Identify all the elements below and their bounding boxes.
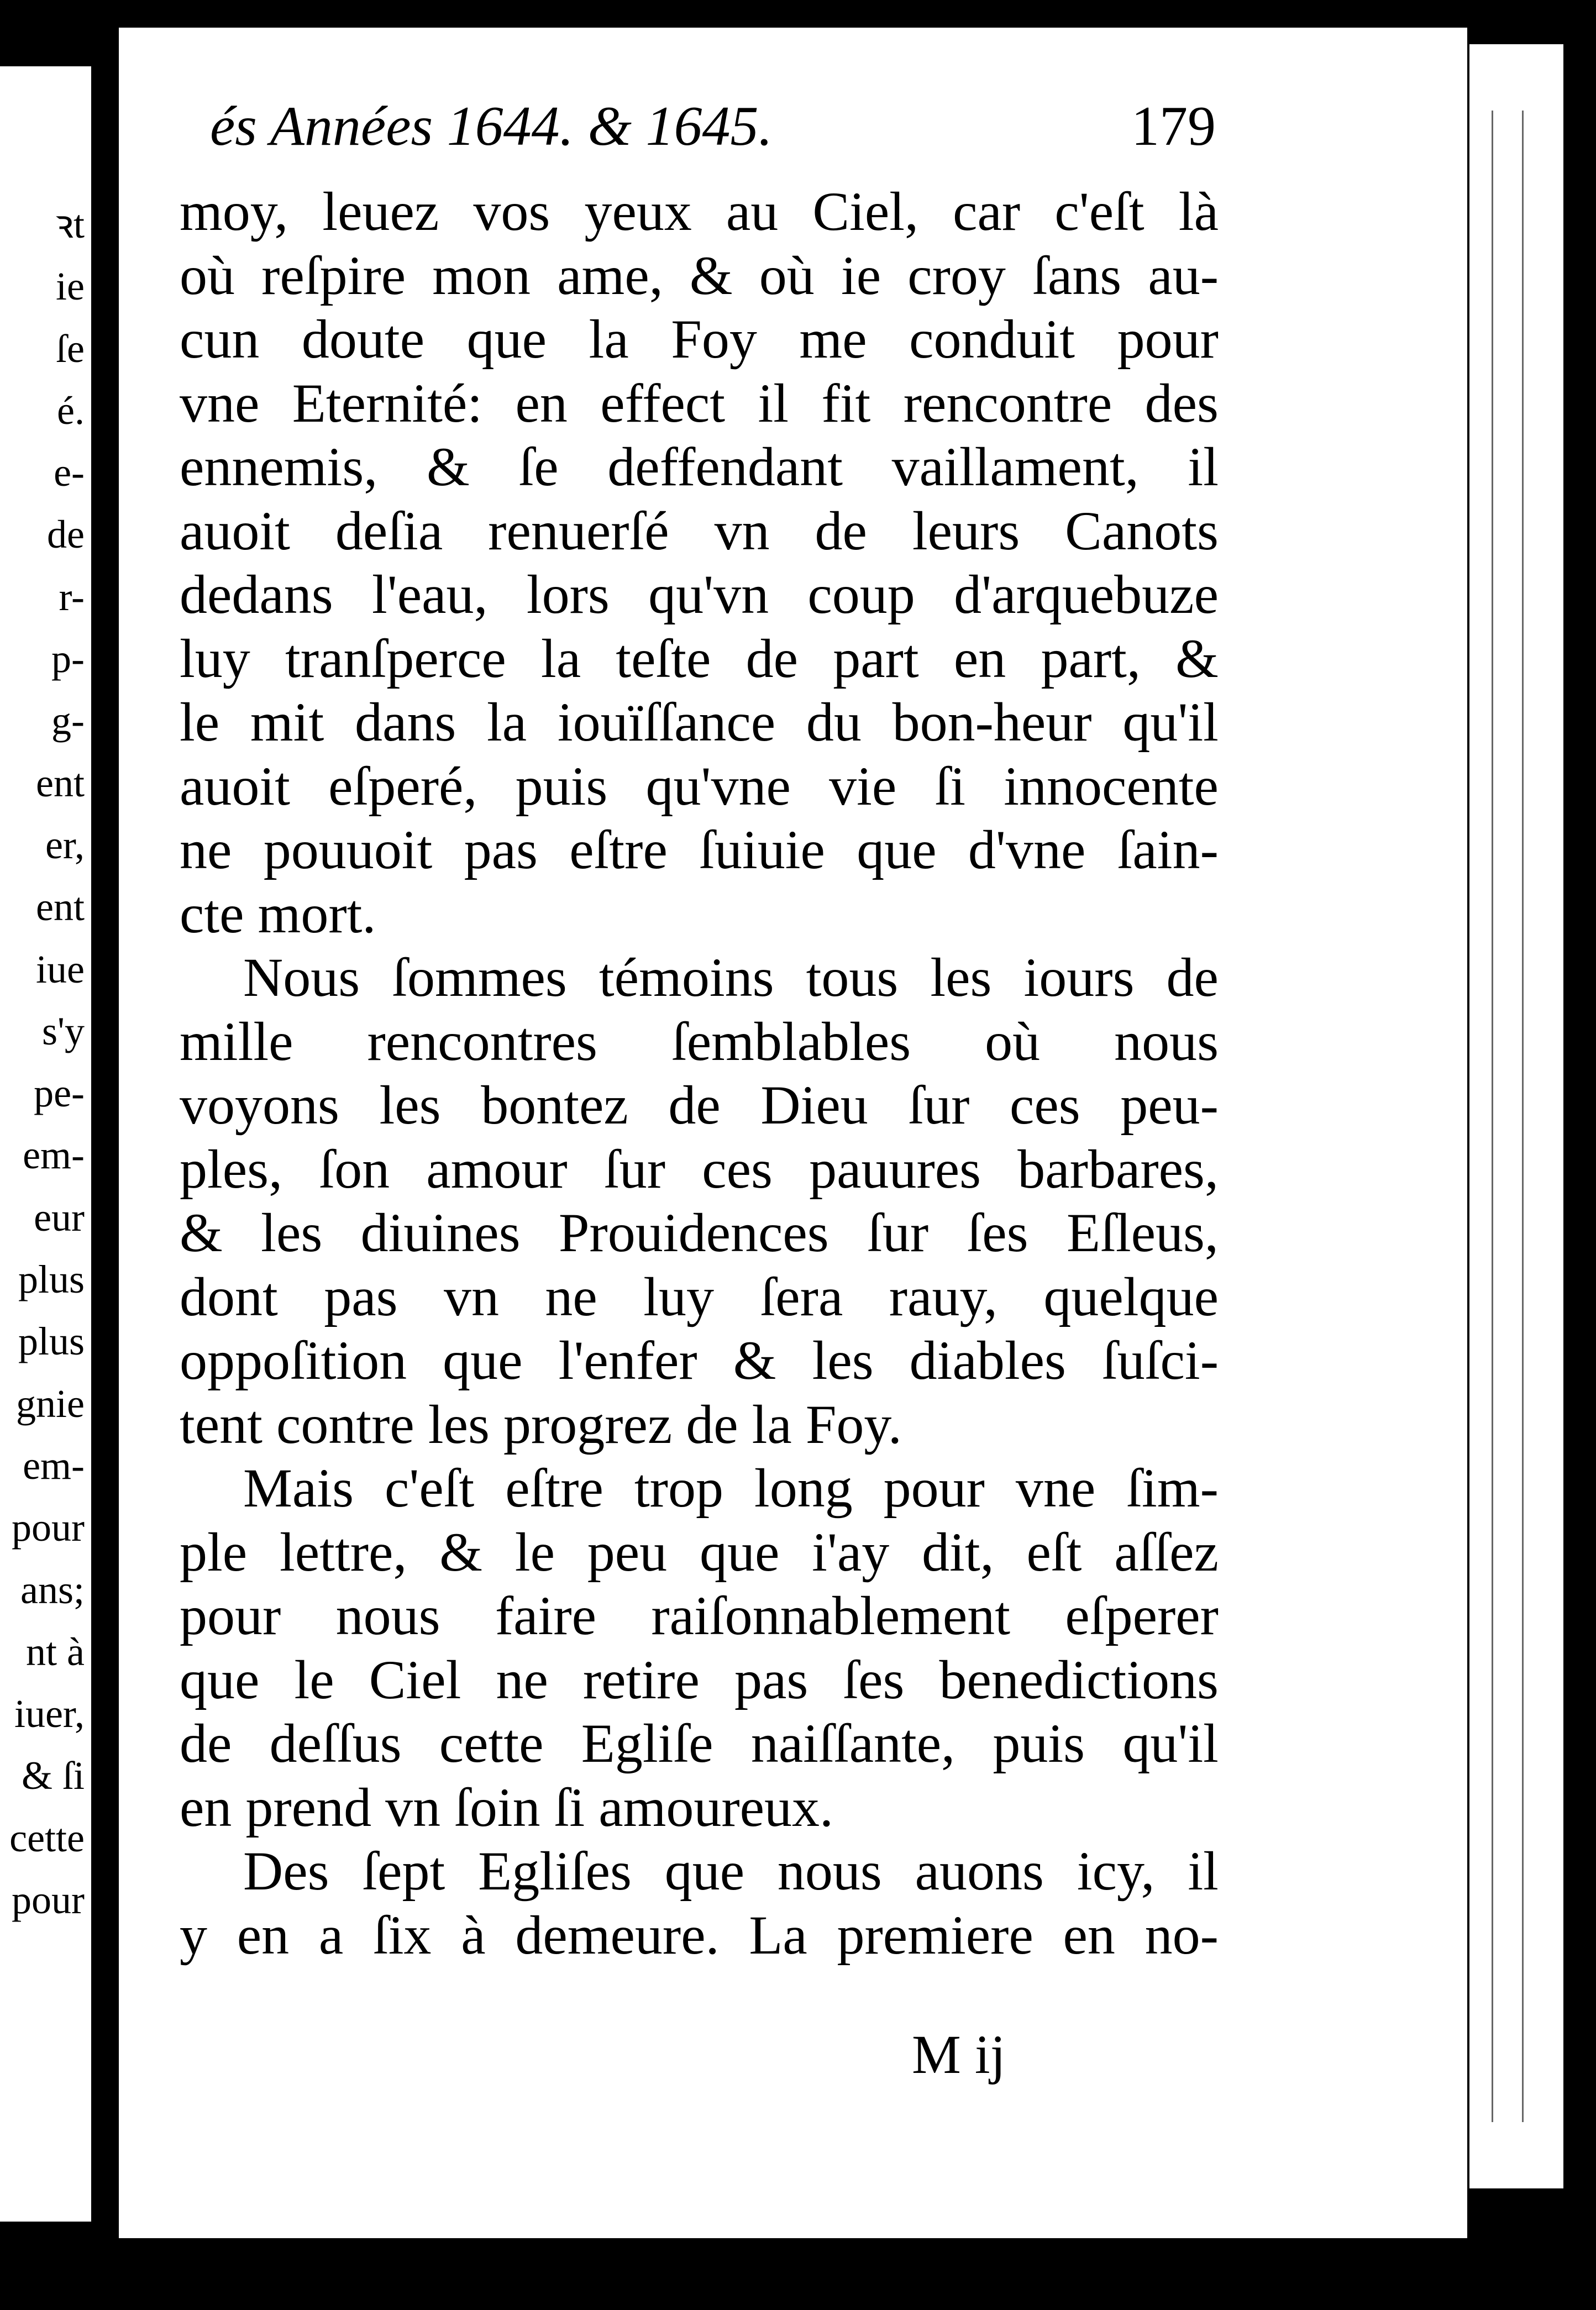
fragment: é. [57,388,85,433]
facing-page-text [9,193,85,1931]
text-line: & les diuines Prouidences ſur ſes Eſleus, [180,1202,1219,1263]
text-line: ple lettre, & le peu que i'ay dit, eſt aſſez [180,1521,1219,1583]
text-line: ennemis, & ſe deffendant vaillament, il [180,436,1219,497]
fragment: pe- [34,1071,85,1116]
fragment: plus [18,1257,85,1302]
text-line: vne Eternité: en effect il fit rencontre des [180,372,1219,434]
body-text [180,180,1219,1967]
fragment: e- [54,450,85,495]
fragment: ent [36,885,85,930]
fragment: iue [36,947,85,991]
fragment: nt à [26,1629,85,1674]
text-line: où reſpire mon ame, & où ie croy ſans au- [180,244,1219,306]
fragment: eur [34,1195,85,1240]
text-line: ne pouuoit pas eſtre ſuiuie que d'vne ſain- [180,819,1219,880]
fragment: em- [23,1443,85,1488]
fragment: de [47,512,85,557]
text-line: dont pas vn ne luy ſera rauy, quelque [180,1266,1219,1327]
fragment: ſe [56,326,85,371]
fragment: plus [18,1319,85,1364]
fragment: gnie [16,1381,85,1426]
fragment: & ſi [21,1754,85,1798]
text-line: Nous ſommes témoins tous les iours de [243,947,1219,1008]
text-line: tent contre les progrez de la Foy. [180,1393,902,1455]
text-line: Mais c'eſt eſtre trop long pour vne ſim- [243,1457,1219,1519]
text-line: de deſſus cette Egliſe naiſſante, puis qu'il [180,1713,1219,1774]
text-line: que le Ciel ne retire pas ſes benedictions [180,1649,1219,1710]
text-line: voyons les bontez de Dieu ſur ces peu- [180,1074,1219,1136]
edge-line [1492,111,1493,2122]
text-line: cun doute que la Foy me conduit pour [180,308,1219,370]
text-line: moy, leuez vos yeux au Ciel, car c'eſt là [180,181,1219,242]
fragment: pour [12,1878,85,1923]
fragment: r- [59,574,85,619]
fragment: cette [9,1815,85,1860]
text-line: pour nous faire raiſonnablement eſperer [180,1585,1219,1646]
text-line: cte mort. [180,883,376,944]
fragment: ie [56,264,85,309]
text-line: auoit eſperé, puis qu'vne vie ſi innocente [180,755,1219,817]
running-title: és Années 1644. & 1645. [210,95,773,158]
text-line: le mit dans la iouïſſance du bon-heur qu'il [180,691,1219,753]
fragment: em- [23,1133,85,1178]
fragment: ans; [20,1567,85,1612]
fragment: ent [36,760,85,805]
fragment: g- [51,699,85,743]
edge-line [1522,111,1524,2122]
fragment: pour [12,1505,85,1550]
running-header [210,94,1216,159]
signature-mark: M ij [912,2024,1006,2085]
fragment: ꝛt [54,202,85,246]
fragment: er, [45,822,85,867]
fragment: p- [51,637,85,681]
text-line: dedans l'eau, lors qu'vn coup d'arquebuze [180,564,1219,625]
text-line: Des ſept Egliſes que nous auons icy, il [243,1840,1219,1902]
facing-page-fragment [0,66,91,2222]
text-line: mille rencontres ſemblables où nous [180,1010,1219,1072]
text-line: auoit deſia renuerſé vn de leurs Canots [180,500,1219,561]
text-line: luy tranſperce la teſte de part en part, & [180,627,1219,689]
page-edge-stack [1467,44,1563,2188]
page-number: 179 [1131,95,1216,158]
text-line: en prend vn ſoin ſi amoureux. [180,1776,834,1838]
text-line: y en a ſix à demeure. La premiere en no- [180,1904,1219,1966]
fragment: s'y [42,1009,85,1053]
text-line: ples, ſon amour ſur ces pauures barbares, [180,1138,1219,1200]
fragment: iuer, [14,1692,85,1736]
text-line: oppoſition que l'enfer & les diables ſuſci- [180,1330,1219,1391]
